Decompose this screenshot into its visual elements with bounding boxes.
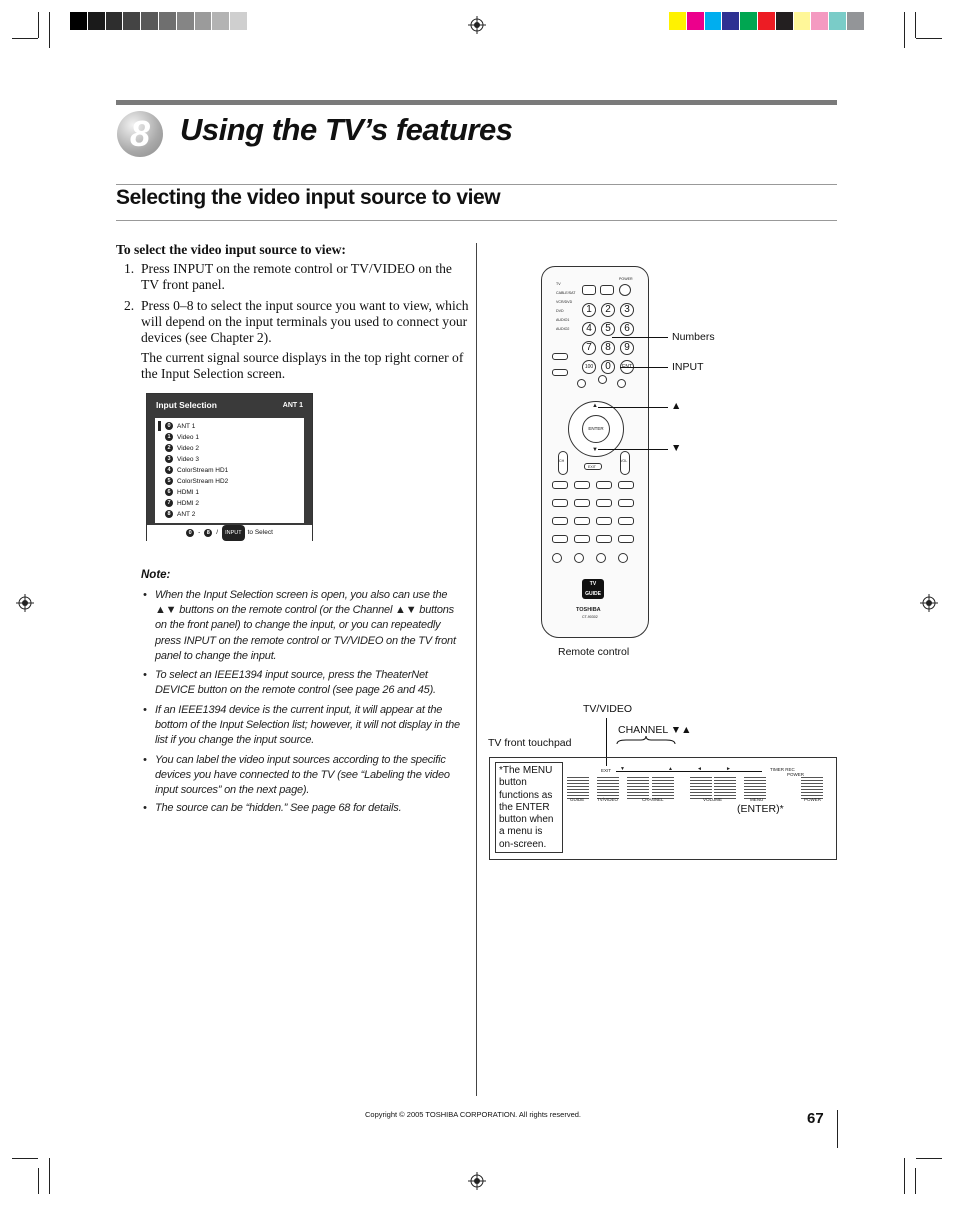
list-item[interactable] — [165, 443, 199, 453]
copyright-notice: Copyright © 2005 TOSHIBA CORPORATION. All rights reserved. — [365, 1110, 582, 1119]
recall-button[interactable] — [552, 353, 568, 360]
panel-timer-rec-label: TIMER REC — [770, 767, 795, 772]
power-label: POWER — [619, 277, 633, 281]
tv-video-label: TV/VIDEO — [583, 703, 633, 715]
favorite-button[interactable] — [617, 379, 626, 388]
color-swatch — [123, 12, 141, 30]
device-button[interactable] — [582, 285, 596, 295]
color-swatch — [70, 12, 88, 30]
source-label: HDMI 2 — [177, 499, 200, 507]
transport-button[interactable] — [596, 553, 606, 563]
device-led-panel — [550, 277, 576, 341]
note-text: You can label the video input sources according to the specific devices you have connected to the TV (see “Labeling the video input sources” on the next page). — [155, 754, 450, 797]
numbers-callout: Numbers — [672, 331, 715, 343]
panel-arrow-up: ▲ — [668, 766, 673, 772]
source-label: ANT 1 — [177, 422, 196, 430]
crop-mark — [916, 38, 942, 39]
note-text: The source can be “hidden.” See page 68 for details. — [155, 802, 402, 814]
color-swatch — [141, 12, 159, 30]
channel-down-touchpad[interactable] — [627, 777, 649, 799]
crop-mark — [12, 38, 38, 39]
bullet: • — [143, 669, 147, 681]
enter-label: ENTER — [588, 426, 604, 431]
process-color-bar — [669, 12, 865, 30]
registration-mark-icon — [16, 594, 34, 612]
guide-touchpad[interactable] — [567, 777, 589, 799]
enter-label: (ENTER)* — [737, 803, 784, 815]
transport-button[interactable] — [552, 499, 568, 507]
step-number: 2. — [124, 298, 135, 313]
transport-button[interactable] — [618, 499, 634, 507]
key-number-icon: 4 — [165, 466, 173, 474]
key-number-icon: 0 — [165, 422, 173, 430]
color-swatch — [811, 12, 829, 30]
current-source-label: ANT 1 — [282, 402, 303, 409]
key-number-icon: 5 — [165, 477, 173, 485]
transport-button[interactable] — [596, 517, 612, 525]
key-number-icon: 0 — [186, 529, 194, 537]
menu-enter-note: *The MENU button functions as the ENTER button when a menu is on-screen. — [495, 762, 563, 853]
transport-button[interactable] — [596, 535, 612, 543]
bullet: • — [143, 754, 147, 766]
input-selection-footer — [147, 525, 312, 541]
list-item[interactable] — [165, 454, 199, 464]
guide-logo-text: TV GUIDE — [585, 581, 601, 597]
volume-up-touchpad[interactable] — [714, 777, 736, 799]
selection-marker — [158, 421, 161, 431]
chapter-number: 8 — [129, 113, 151, 154]
list-item[interactable] — [165, 465, 228, 475]
column-divider — [476, 243, 477, 1096]
vol-label: VOL — [620, 459, 628, 463]
number-key-button[interactable]: 2 — [601, 303, 615, 317]
source-label: ColorStream HD1 — [177, 466, 229, 474]
source-label: Video 2 — [177, 444, 199, 452]
crop-mark — [904, 12, 905, 48]
list-item[interactable] — [165, 509, 195, 519]
info-button[interactable] — [577, 379, 586, 388]
color-swatch — [88, 12, 106, 30]
panel-arrow-down: ▼ — [620, 766, 625, 772]
panel-arrow-right: ► — [726, 766, 731, 772]
panel-channel-label: CHANNEL — [642, 797, 664, 802]
note-item — [143, 753, 465, 799]
note-item — [143, 801, 465, 816]
number-key-button[interactable]: 7 — [582, 341, 596, 355]
volume-rocker[interactable] — [620, 451, 630, 475]
channel-up-touchpad[interactable] — [652, 777, 674, 799]
crop-mark — [916, 1158, 942, 1159]
source-label: ANT 2 — [177, 510, 196, 518]
brand-name: TOSHIBA — [576, 607, 601, 613]
crop-mark — [38, 12, 39, 38]
key-number-icon: 7 — [165, 499, 173, 507]
number-key-button[interactable]: 9 — [620, 341, 634, 355]
step-text: Press INPUT on the remote control or TV/VIDEO on the TV front panel. — [141, 261, 452, 292]
color-swatch — [722, 12, 740, 30]
footer-hint — [186, 528, 273, 538]
transport-button[interactable] — [574, 535, 590, 543]
chapter-rule — [116, 100, 837, 105]
panel-top-line — [616, 771, 762, 772]
note-text: When the Input Selection screen is open, you also can use the ▲▼ buttons on the remote control (or the Channel ▲▼ buttons on the front panel) to change the input, or you can repeatedly press INPUT on the remote control or TV/VIDEO on the TV front panel to change the input. — [155, 589, 456, 662]
registration-mark-icon — [920, 594, 938, 612]
color-swatch — [248, 12, 266, 30]
power-button[interactable] — [619, 284, 631, 296]
device-label: CABLE/SAT — [556, 291, 576, 295]
exit-label: EXIT — [588, 465, 596, 469]
section-rule-bottom — [116, 220, 837, 221]
key-number-icon: 3 — [165, 455, 173, 463]
page-number-rule — [837, 1110, 838, 1148]
section-rule-top — [116, 184, 837, 185]
transport-button[interactable] — [574, 517, 590, 525]
color-swatch — [195, 12, 213, 30]
channel-rocker[interactable] — [558, 451, 568, 475]
device-label: AUDIO2 — [556, 327, 570, 331]
step-2 — [124, 298, 471, 346]
footer-suffix: to Select — [247, 529, 273, 536]
input-selection-screen — [146, 393, 313, 541]
list-item[interactable] — [165, 421, 195, 431]
grayscale-color-bar — [70, 12, 266, 30]
step-1 — [124, 261, 471, 293]
color-swatch — [794, 12, 812, 30]
crop-mark — [49, 12, 50, 48]
note-text: If an IEEE1394 device is the current input, it will appear at the bottom of the Input Selection list; however, it will not display in the list if you change the input source. — [155, 704, 460, 747]
device-label: TV — [556, 282, 561, 286]
crop-mark — [904, 1158, 905, 1194]
note-heading: Note: — [141, 569, 171, 581]
color-swatch — [705, 12, 723, 30]
input-leader-line — [620, 367, 668, 368]
key-number-icon: 8 — [204, 529, 212, 537]
panel-power-small-label: POWER — [787, 772, 805, 777]
number-key-button[interactable]: 100 — [582, 360, 596, 374]
input-selection-header — [147, 394, 312, 414]
device-label: VCR/DVD — [556, 300, 573, 304]
down-leader-line — [598, 449, 668, 450]
note-item — [143, 703, 465, 749]
source-label: ColorStream HD2 — [177, 477, 229, 485]
key-number-icon: 1 — [165, 433, 173, 441]
device-label: DVD — [556, 309, 564, 313]
color-swatch — [159, 12, 177, 30]
list-item[interactable] — [165, 432, 199, 442]
tv-video-touchpad[interactable] — [597, 777, 619, 799]
numbers-leader-line — [612, 337, 668, 338]
transport-button[interactable] — [618, 517, 634, 525]
enter-button[interactable] — [582, 415, 610, 443]
source-label: Video 1 — [177, 433, 199, 441]
color-swatch — [758, 12, 776, 30]
note-text: To select an IEEE1394 input source, press the TheaterNet DEVICE button on the remote control (see page 26 and 45). — [155, 669, 436, 697]
chapter-badge — [117, 111, 163, 157]
transport-button[interactable] — [574, 481, 590, 489]
crop-mark — [12, 1158, 38, 1159]
transport-button[interactable] — [574, 499, 590, 507]
crop-mark — [915, 12, 916, 38]
footer-slash: / — [216, 529, 219, 536]
transport-button[interactable] — [552, 517, 568, 525]
up-leader-line — [598, 407, 668, 408]
ch-label: CH — [559, 459, 565, 463]
bullet: • — [143, 589, 147, 601]
procedure-heading: To select the video input source to view: — [116, 242, 346, 257]
down-callout: ▼ — [671, 442, 682, 454]
channel-brace-icon — [616, 735, 676, 745]
section-title: Selecting the video input source to view — [116, 186, 501, 209]
input-callout: INPUT — [672, 361, 704, 373]
transport-button[interactable] — [574, 553, 584, 563]
input-button-icon: INPUT — [222, 525, 245, 541]
color-swatch — [177, 12, 195, 30]
panel-guide-label: GUIDE — [570, 797, 585, 802]
source-label: Video 3 — [177, 455, 199, 463]
color-swatch — [106, 12, 124, 30]
device-button[interactable] — [600, 285, 614, 295]
note-item — [143, 668, 465, 698]
color-swatch — [740, 12, 758, 30]
action-button[interactable] — [552, 369, 568, 376]
color-swatch — [687, 12, 705, 30]
step-number: 1. — [124, 261, 135, 276]
color-swatch — [212, 12, 230, 30]
device-label: AUDIO1 — [556, 318, 570, 322]
panel-menu-label: MENU — [750, 797, 764, 802]
number-key-button[interactable]: 1 — [582, 303, 596, 317]
panel-volume-label: VOLUME — [703, 797, 723, 802]
color-swatch — [669, 12, 687, 30]
transport-button[interactable] — [552, 481, 568, 489]
note-item — [143, 588, 465, 664]
page-number: 67 — [807, 1110, 824, 1127]
key-number-icon: 2 — [165, 444, 173, 452]
power-touchpad[interactable] — [801, 777, 823, 799]
model-number: CT-90302 — [582, 615, 598, 619]
source-label: HDMI 1 — [177, 488, 200, 496]
transport-button[interactable] — [552, 553, 562, 563]
panel-power-label: POWER — [804, 797, 822, 802]
crop-mark — [49, 1158, 50, 1194]
registration-mark-icon — [468, 1172, 486, 1190]
remote-control-illustration — [541, 266, 649, 638]
number-key-button[interactable]: 6 — [620, 322, 634, 336]
volume-down-touchpad[interactable] — [690, 777, 712, 799]
remote-caption: Remote control — [558, 646, 630, 658]
transport-buttons — [552, 481, 638, 571]
color-swatch — [847, 12, 865, 30]
number-key-button[interactable]: 4 — [582, 322, 596, 336]
transport-button[interactable] — [618, 553, 628, 563]
up-arrow-icon[interactable]: ▲ — [592, 403, 598, 409]
list-item[interactable] — [165, 498, 199, 508]
transport-button[interactable] — [618, 535, 634, 543]
key-number-icon: 6 — [165, 488, 173, 496]
list-item[interactable] — [165, 476, 228, 486]
number-key-button[interactable]: 0 — [601, 360, 615, 374]
transport-button[interactable] — [552, 535, 568, 543]
panel-tv-video-label: TV/VIDEO — [597, 797, 619, 802]
step-text: Press 0–8 to select the input source you want to view, which will depend on the input terminals you used to connect your devices (see Chapter 2). — [141, 298, 469, 345]
panel-arrow-left: ◄ — [697, 766, 702, 772]
tv-guide-logo — [582, 579, 604, 599]
crop-mark — [38, 1168, 39, 1194]
number-key-button[interactable]: 3 — [620, 303, 634, 317]
transport-button[interactable] — [618, 481, 634, 489]
footer-dash: - — [198, 529, 201, 536]
list-item[interactable] — [165, 487, 199, 497]
bullet: • — [143, 704, 147, 716]
key-number-icon: 8 — [165, 510, 173, 518]
color-swatch — [829, 12, 847, 30]
transport-button[interactable] — [596, 481, 612, 489]
down-arrow-icon[interactable]: ▼ — [592, 447, 598, 453]
bullet: • — [143, 802, 147, 814]
menu-touchpad[interactable] — [744, 777, 766, 799]
transport-button[interactable] — [596, 499, 612, 507]
panel-exit-label: EXIT — [601, 768, 612, 773]
input-selection-title: Input Selection — [156, 400, 217, 410]
procedure-paragraph: The current signal source displays in the top right corner of the Input Selection screen. — [141, 350, 464, 381]
color-swatch — [230, 12, 248, 30]
chapter-title: Using the TV’s features — [180, 112, 513, 147]
registration-mark-icon — [468, 16, 486, 34]
front-touchpad-label: TV front touchpad — [488, 737, 572, 749]
color-swatch — [776, 12, 794, 30]
theaternet-button[interactable] — [598, 375, 607, 384]
up-callout: ▲ — [671, 400, 682, 412]
crop-mark — [915, 1168, 916, 1194]
number-key-button[interactable]: 5 — [601, 322, 615, 336]
channel-label: CHANNEL ▼▲ — [618, 724, 692, 736]
number-key-button[interactable]: 8 — [601, 341, 615, 355]
input-source-list — [155, 418, 304, 523]
number-keypad — [582, 303, 638, 373]
